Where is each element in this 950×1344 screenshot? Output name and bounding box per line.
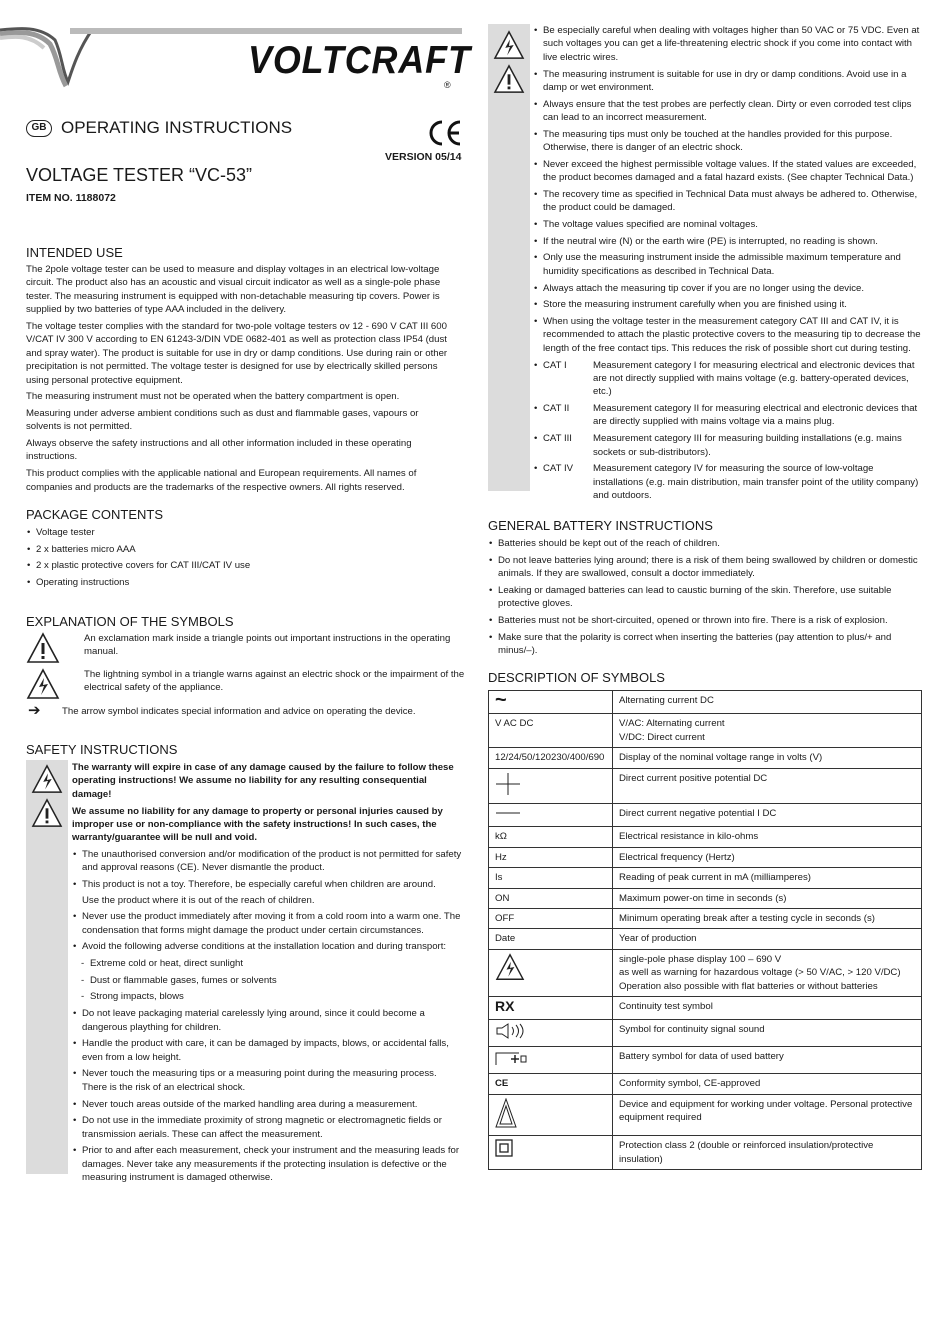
table-cell: Minimum operating break after a testing cycle in seconds (s) [613, 909, 922, 929]
package-contents-heading: PACKAGE CONTENTS [26, 507, 164, 522]
table-row [489, 868, 922, 888]
cat-label: • CAT I [533, 359, 593, 372]
list-item: • Do not leave batteries lying around; there is a risk of them being swallowed by children or domestic animals. If they are swallowed, consult a doctor immediately. [488, 554, 922, 581]
list-item: • Never touch the measuring tips or a measuring point during the measuring process. There is the risk of an electrical shock. [72, 1067, 464, 1094]
registered-mark: ® [444, 80, 451, 90]
table-row [489, 827, 922, 847]
list-item: • Never touch areas outside of the marked handling area during a measurement. [72, 1098, 464, 1111]
symbols-table [488, 690, 922, 1170]
cat-description: Measurement category III for measuring building installations (e.g. mains sockets or sub-distributors). [593, 433, 902, 458]
device-title: VOLTAGE TESTER “VC-53” [26, 165, 253, 185]
language-badge: GB [26, 120, 52, 137]
table-cell: Hz [489, 847, 613, 867]
cat-description: Measurement category II for measuring electrical and electronic devices that are directly supplied with mains voltage via a mains plug. [593, 403, 918, 428]
table-row [489, 1136, 922, 1170]
paragraph: The voltage tester complies with the standard for two-pole voltage testers ov 12 - 690 V CAT III 600 V/CAT IV 300 V according to EN 61243-3/DIN VDE 0682-401 as well as protection class IP54 (dust and spray water). The product is suitable for use in dry or damp conditions. Use during rain or other precipitation is not permitted. The voltage tester is designed for use by electrically skilled persons using personal protective equipment. [26, 320, 448, 386]
table-cell: Direct current positive potential DC [613, 768, 922, 803]
lightning-symbol-row [26, 668, 466, 702]
table-row [489, 847, 922, 867]
list-item: • Always ensure that the test probes are perfectly clean. Dirty or even corroded test clips can lead to an incorrect measurement. [533, 98, 923, 125]
table-cell [489, 804, 613, 827]
list-item: • Handle the product with care, it can be damaged by impacts, blows, or accidental falls, even from a low height. [72, 1037, 464, 1064]
cat-label: • CAT III [533, 432, 593, 445]
protection-class-2-icon [495, 1139, 513, 1157]
table-cell: Alternating current DC [613, 691, 922, 714]
list-item: • Operating instructions [26, 576, 456, 589]
warranty-notice: The warranty will expire in case of any damage caused by the failure to follow these operating instructions! We assume no liability for any resulting consequential damage! [72, 762, 454, 800]
list-item: • Leaking or damaged batteries can lead to caustic burning of the skin. Therefore, use suitable protective gloves. [488, 584, 922, 611]
table-row [489, 888, 922, 908]
cat-row [533, 359, 923, 399]
arrow-symbol-row [26, 702, 466, 721]
table-cell: Device and equipment for working under voltage. Personal protective equipment required [613, 1094, 922, 1135]
list-item: • If the neutral wire (N) or the earth wire (PE) is interrupted, no reading is shown. [533, 235, 923, 248]
paragraph: This product complies with the applicable national and European requirements. All names of companies and products are the trademarks of the respective owners. All rights reserved. [26, 468, 417, 493]
exclamation-triangle-icon [26, 632, 60, 664]
table-cell: 12/24/50/120230/400/690 [489, 748, 613, 768]
list-item: • Avoid the following adverse conditions at the installation location and during transport: [72, 940, 464, 953]
paragraph: Always observe the safety instructions and all other information included in these operating instructions. [26, 438, 412, 463]
page-title: OPERATING INSTRUCTIONS [61, 118, 293, 137]
brand-swoosh-graphic [0, 0, 120, 90]
table-cell: ON [489, 888, 613, 908]
table-cell: OFF [489, 909, 613, 929]
list-item: • Make sure that the polarity is correct when inserting the batteries (pay attention to plus/+ and minus/–). [488, 631, 922, 658]
list-item: • Batteries should be kept out of the reach of children. [488, 537, 922, 550]
table-row [489, 997, 922, 1019]
speaker-icon [495, 1023, 529, 1039]
list-item-continued: Use the product where it is out of the reach of children. [82, 894, 315, 906]
list-item: • The measuring instrument is suitable for use in dry or damp conditions. Avoid use in a damp or wet environment. [533, 68, 923, 95]
list-item: • This product is not a toy. Therefore, be especially careful when children are around. [72, 878, 464, 891]
paragraph: Measuring under adverse ambient conditions such as dust and flammable gases, vapours or solvents is not permitted. [26, 407, 419, 433]
liability-notice: We assume no liability for any damage to property or personal injuries caused by improper use or non-compliance with the safety instructions! In such cases, the warranty/guarantee will be null and void. [72, 805, 443, 844]
table-cell [489, 949, 613, 996]
table-row [489, 804, 922, 827]
table-cell [489, 997, 613, 1019]
table-cell [489, 1019, 613, 1046]
list-item: • The voltage values specified are nominal voltages. [533, 218, 923, 231]
right-safety-list [533, 24, 923, 355]
item-number: ITEM NO. 1188072 [26, 192, 116, 204]
list-item: • Store the measuring instrument carefully when you are finished using it. [533, 298, 923, 311]
table-row [489, 1094, 922, 1135]
cat-label: • CAT IV [533, 462, 593, 475]
table-cell [489, 768, 613, 803]
battery-heading: GENERAL BATTERY INSTRUCTIONS [488, 518, 713, 533]
table-row [489, 768, 922, 803]
table-cell: Conformity symbol, CE-approved [613, 1074, 922, 1094]
table-row [489, 929, 922, 949]
table-row [489, 1074, 922, 1094]
cat-description: Measurement category IV for measuring the source of low-voltage installations (e.g. main distribution, main transfer point of the utility company) and outdoors. [593, 463, 919, 502]
list-item: - Extreme cold or heat, direct sunlight [80, 957, 464, 970]
list-item: • The measuring tips must only be touched at the handles provided for this purpose. Otherwise, there is danger of an electric shock. [533, 128, 923, 155]
battery-icon [495, 1050, 529, 1066]
arrow-description: The arrow symbol indicates special information and advice on operating the device. [62, 706, 416, 717]
brand-logo: VOLTCRAFT [248, 39, 471, 82]
safety-list-continued [72, 1007, 464, 1184]
right-safety-sidebar [488, 24, 530, 491]
lightning-triangle-icon [495, 953, 525, 981]
cat-list [533, 359, 923, 503]
list-item: • Only use the measuring instrument inside the admissible maximum temperature and humidity specifications as described in Technical Data. [533, 251, 923, 278]
list-item: • The recovery time as specified in Technical Data must always be adhered to. Otherwise, the product could be damaged. [533, 188, 923, 215]
table-cell: Protection class 2 (double or reinforced insulation/protective insulation) [613, 1136, 922, 1170]
table-cell: single-pole phase display 100 – 690 V as well as warning for hazardous voltage (> 50 V/AC, > 120 V/DC) Operation also possible with flat batteries or without batteries [613, 949, 922, 996]
list-item: • Do not leave packaging material carelessly lying around, since it could become a dangerous plaything for children. [72, 1007, 464, 1034]
right-safety-body [533, 24, 923, 506]
table-cell: Year of production [613, 929, 922, 949]
paragraph: The measuring instrument must not be operated when the battery compartment is open. [26, 391, 400, 403]
cat-description: Measurement category I for measuring electrical and electronic devices that are not directly supplied with mains voltage (e.g. battery-operated devices, etc.) [593, 359, 915, 398]
package-contents-list [26, 526, 456, 593]
table-cell: V AC DC [489, 714, 613, 748]
header-rule [70, 28, 462, 34]
table-cell: Electrical resistance in kilo-ohms [613, 827, 922, 847]
list-item: - Dust or flammable gases, fumes or solvents [80, 974, 464, 987]
table-cell [489, 1094, 613, 1135]
intended-use-text [26, 263, 456, 497]
table-cell: V/AC: Alternating current V/DC: Direct current [613, 714, 922, 748]
lightning-triangle-icon [493, 30, 525, 60]
list-item: • Prior to and after each measurement, check your instrument and the measuring leads for damages. Never take any measurements if the protecting insulation is defective or the measuring instrument is damaged otherwise. [72, 1144, 464, 1184]
list-item: • Never exceed the highest permissible voltage values. If the stated values are exceeded, the product becomes damaged and a fatal hazard exists. (See chapter Technical Data.) [533, 158, 923, 185]
table-row [489, 714, 922, 748]
ce-mark-icon [427, 120, 463, 146]
table-cell: Date [489, 929, 613, 949]
arrow-icon: ➔ [28, 702, 41, 719]
list-item: • Be especially careful when dealing with voltages higher than 50 VAC or 75 VDC. Even at such voltages you can get a life-threatening electric shock if you come into contact with live electric wires. [533, 24, 923, 64]
table-row [489, 1019, 922, 1046]
table-row [489, 748, 922, 768]
table-cell: Battery symbol for data of used battery [613, 1046, 922, 1073]
exclamation-triangle-icon [31, 798, 63, 828]
table-cell: Is [489, 868, 613, 888]
lightning-triangle-icon [31, 764, 63, 794]
safety-heading: SAFETY INSTRUCTIONS [26, 742, 178, 757]
table-cell: Direct current negative potential I DC [613, 804, 922, 827]
cat-label: • CAT II [533, 402, 593, 415]
safety-list [72, 848, 464, 954]
cat-row [533, 462, 923, 502]
list-item: • Do not use in the immediate proximity of strong magnetic or electromagnetic fields or transmission aerials. These can affect the measurement. [72, 1114, 464, 1141]
table-cell: CE [489, 1074, 613, 1094]
table-row [489, 1046, 922, 1073]
version-label: VERSION 05/14 [385, 151, 462, 163]
minus-icon [495, 807, 521, 819]
list-item: - Strong impacts, blows [80, 990, 464, 1003]
list-item: • Always attach the measuring tip cover if you are no longer using the device. [533, 282, 923, 295]
table-cell: Continuity test symbol [613, 997, 922, 1019]
exclamation-triangle-icon [493, 64, 525, 94]
list-item: • When using the voltage tester in the measurement category CAT III and CAT IV, it is recommended to attach the plastic protective covers to the measuring tip to decrease the length of the free contact tips. This reduces the risk of possible short cut during testing. [533, 315, 923, 355]
table-cell [489, 1046, 613, 1073]
cat-row [533, 432, 923, 459]
list-item: • Never use the product immediately after moving it from a cold room into a warm one. The condensation that forms might damage the product under certain circumstances. [72, 910, 464, 937]
table-cell: Display of the nominal voltage range in volts (V) [613, 748, 922, 768]
symbols-explanation-heading: EXPLANATION OF THE SYMBOLS [26, 614, 234, 629]
exclamation-description: An exclamation mark inside a triangle points out important instructions in the operating manual. [84, 633, 451, 658]
plus-icon [495, 772, 521, 796]
table-row [489, 691, 922, 714]
rx-symbol: RX [495, 998, 515, 1015]
list-item: • 2 x batteries micro AAA [26, 543, 456, 556]
table-cell: Reading of peak current in mA (milliamperes) [613, 868, 922, 888]
table-cell: Symbol for continuity signal sound [613, 1019, 922, 1046]
exclamation-symbol-row [26, 632, 466, 666]
description-heading: DESCRIPTION OF SYMBOLS [488, 670, 665, 685]
table-cell [489, 1136, 613, 1170]
list-item: • 2 x plastic protective covers for CAT III/CAT IV use [26, 559, 456, 572]
list-item: • Voltage tester [26, 526, 456, 539]
table-row [489, 949, 922, 996]
cat-row [533, 402, 923, 429]
table-row [489, 909, 922, 929]
ac-symbol: ~ [489, 691, 613, 714]
adverse-conditions-list [72, 957, 464, 1004]
safety-body [72, 761, 464, 1188]
paragraph: The 2pole voltage tester can be used to measure and display voltages in an electrical low-voltage circuit. The product also has an acoustic and visual circuit indicator as well as a single-pole phase tester. The measuring instrument is equipped with non-detachable measuring tip covers. Power is supplied by two batteries of type AAA included in the delivery. [26, 264, 441, 316]
battery-list [488, 537, 922, 661]
intended-use-heading: INTENDED USE [26, 245, 123, 260]
table-cell: Electrical frequency (Hertz) [613, 847, 922, 867]
table-cell: kΩ [489, 827, 613, 847]
lightning-triangle-icon [26, 668, 60, 700]
list-item: • Batteries must not be short-circuited, opened or thrown into fire. There is a risk of explosion. [488, 614, 922, 627]
list-item: • The unauthorised conversion and/or modification of the product is not permitted for safety and approval reasons (CE). Never dismantle the product. [72, 848, 464, 875]
double-triangle-icon [495, 1098, 517, 1128]
lightning-description: The lightning symbol in a triangle warns against an electric shock or the impairment of the electrical safety of the appliance. [84, 669, 465, 694]
table-cell: Maximum power-on time in seconds (s) [613, 888, 922, 908]
